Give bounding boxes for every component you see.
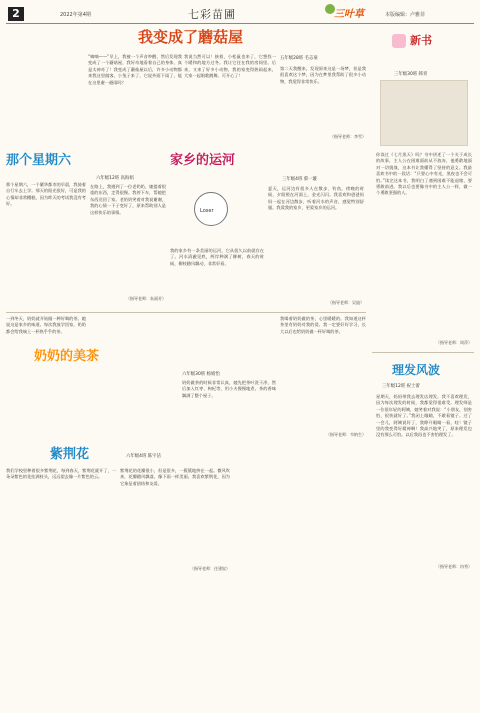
book-icon — [392, 34, 406, 48]
article-saturday — [6, 150, 166, 310]
tea-body-col2: 奶奶做茶的时候非常认真，她先把茶叶洗干净，然后加入红枣、枸杞等，用小火慢慢地煮。茶的香味飘满了整个屋子。 — [182, 380, 276, 398]
page-header — [0, 0, 480, 24]
article-title: 我变成了蘑菇屋 — [138, 28, 244, 46]
bauhinia-meta: 六年级4班 陈宇洁 — [126, 454, 161, 459]
tea-body-col1: 一到冬天，奶奶就开始做一种好喝的茶。她说这是家乡的味道。每次我放学回家，奶奶都会给我端上一杯热乎乎的茶。 — [6, 316, 86, 334]
saturday-body-col1: 那个星期六，一个繁华都市的早晨，我骑着自行车去上学。那天的阳光很好，可是我的心情却非常糟糕，因为昨天的考试我没有考好。 — [6, 182, 86, 207]
book-byline: （指导老师：周萍） — [436, 340, 472, 345]
book-title-banner — [392, 30, 454, 54]
saturday-meta: 六年级12班 高海娟 — [96, 176, 134, 181]
logo-text: 三叶草 — [334, 9, 364, 20]
section-divider — [372, 352, 474, 353]
article-body-col1: “嘀嘀——”早上，我被一个声音吵醒，然后发现我变成了一个蘑菇屋，我好奇地看着自己的身体，真是太神奇了！我变成了蘑菇屋以后，许多小动物都来我这里做客，小兔子来了，它说外面下雨了，能在这里避一避雨吗？ — [88, 54, 182, 85]
canal-title: 家乡的运河 — [170, 153, 236, 168]
header-divider — [6, 23, 474, 24]
haircut-byline: （指导老师：冉秀） — [436, 564, 472, 569]
canal-illustration — [170, 186, 252, 246]
canal-meta: 三年级4班 蔡一璇 — [282, 177, 317, 182]
book-meta: 三年级30班 韩青 — [394, 72, 428, 77]
article-meta: 五年级28班 毛志豪 — [280, 56, 318, 61]
article-tea — [6, 312, 366, 444]
saturday-body-col2: 在路上，我遇到了一位老奶奶，她提着很重的东西，走得很慢。我停下车，帮她把东西送回了家。老奶奶笑着对我说谢谢，我的心情一下子变好了，原来帮助别人是这样快乐的事情。 — [90, 184, 166, 215]
tea-byline: （指导老师：韦纳生） — [326, 432, 366, 437]
paper-title: 七彩苗圃 — [188, 8, 236, 21]
tea-title: 奶奶的美茶 — [34, 349, 100, 364]
saturday-byline: （指导老师：朱丽芳） — [126, 296, 166, 301]
bauhinia-byline: （指导老师：任建奴） — [190, 566, 230, 571]
haircut-title: 理发风波 — [392, 363, 441, 377]
book-illustration — [380, 80, 468, 146]
article-canal — [170, 150, 366, 310]
canal-body-col2: 夏天，运河边有很多人在散步、钓鱼。傍晚的时候，夕阳照在河面上，金光闪闪。我喜欢和爸爸妈妈一起在河边散步，听着河水的声音，感觉特别舒服。我爱我的家乡，更爱家乡的运河。 — [268, 186, 364, 211]
book-title: 新书 — [410, 34, 432, 47]
article-mushroom — [88, 28, 368, 146]
editor-credit: 本版编辑：卢雅菲 — [385, 12, 426, 18]
canal-byline: （指导老师：吴迪） — [328, 300, 364, 305]
bauhinia-body-col2: 紫荆花的花瓣很小，但是很多，一簇簇地挤在一起。微风吹来，花瓣随风飘落，像下雨一样美丽。我喜欢紫荆花，因为它象征着团结和友爱。 — [120, 468, 230, 486]
caption-label: Loser — [200, 208, 214, 214]
book-body: 你读过《七月黑天》吗？书中讲述了一个关于成长的故事，主人公在困难面前从不放弃，他勇敢地面对一切挑战，这本书让我懂得了坚持的意义。我最喜欢书中的一段话：“只要心中有光，黑夜也不会可怕。”读完这本书，我明白了遇到困难不能退缩，要勇敢前进。我以后也要像书中的主人公一样，做一个勇敢坚强的人。 — [376, 152, 472, 196]
article-haircut — [372, 352, 474, 592]
issue-date: 2022年第4期 — [60, 12, 91, 18]
haircut-body: 星期天，妈妈带我去理发店理发。我不喜欢理发，因为每次理发的时候，我都觉得很难受。理发师是一位很年轻的阿姨，她笑着对我说：“小朋友，别害怕，很快就好了。”我闭上眼睛，不敢看镜子。过了一会儿，阿姨说好了，我睁开眼睛一看，哇！镜子里的我变得好精神啊！我高兴地笑了，原来理发也没有那么可怕。以后我再也不害怕理发了。 — [376, 394, 472, 438]
saturday-title: 那个星期六 — [6, 153, 72, 168]
page-number-badge: 2 — [8, 7, 24, 21]
article-body-col3: 第二天我醒来，发现原来这是一场梦，但是我很喜欢这个梦，因为在梦里我帮助了很多小动物，我觉得非常快乐。 — [280, 66, 366, 84]
haircut-meta: 三年级12班 祝士蕾 — [382, 384, 420, 389]
article-book — [372, 28, 474, 350]
section-divider — [6, 312, 366, 313]
logo — [325, 3, 365, 21]
article-bauhinia — [6, 448, 366, 588]
tea-body-col3: 我喝着奶奶做的茶，心里暖暖的。我知道这杯茶里有奶奶对我的爱。我一定要好好学习，长大以后也给奶奶做一杯好喝的茶。 — [280, 316, 366, 334]
tea-meta: 六年级30班 杨娟怡 — [182, 372, 220, 377]
bauhinia-title: 紫荆花 — [50, 447, 90, 462]
article-byline: （指导老师：李雪） — [330, 134, 366, 139]
article-body-col2: 我说当然可以！接着，小松鼠也来了，它想找一个暖和的地方过冬。我让它住在我的房间里。后来，又来了好多小动物，我的家变得热闹起来，大家一起唱歌跳舞，可开心了！ — [184, 54, 276, 79]
bauhinia-body-col1: 我们学校里种着很多紫荆花，每到春天，紫荆花就开了，一朵朵紫色的花挂满枝头，远远望去像一片紫色的云。 — [6, 468, 116, 480]
canal-body-col1: 我的家乡有一条美丽的运河，它从很久以前就存在了。河水清澈见底，两岸种满了柳树，春天的时候，柳枝随风飘动，非常好看。 — [170, 248, 264, 266]
